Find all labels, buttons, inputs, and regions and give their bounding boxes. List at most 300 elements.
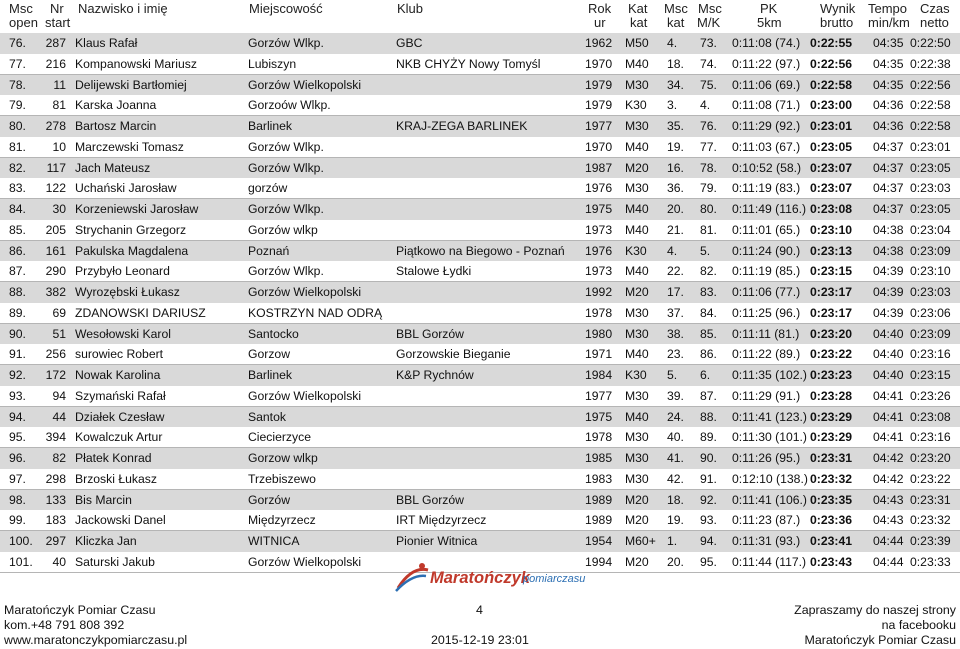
- table-row: [0, 158, 960, 179]
- cell-bib: 117: [46, 160, 66, 175]
- cell-split-5km: 0:11:25 (96.): [732, 305, 801, 320]
- cell-category-place: 38.: [667, 326, 684, 341]
- cell-pace: 04:38: [873, 243, 904, 258]
- hdr-msc-mk: Msc: [698, 1, 722, 16]
- cell-bib: 81: [52, 98, 66, 113]
- cell-place: 92.: [9, 368, 26, 382]
- cell-split-5km: 0:11:08 (71.): [732, 98, 801, 113]
- footer-datetime: 2015-12-19 23:01: [431, 633, 529, 647]
- cell-bib: 94: [52, 388, 66, 403]
- cell-bib: 133: [45, 492, 66, 507]
- logo-word: Maratończyk: [430, 569, 530, 587]
- cell-name: Przybyło Leonard: [75, 264, 170, 279]
- cell-name: Jach Mateusz: [75, 160, 151, 175]
- cell-category-place: 4.: [667, 36, 678, 50]
- cell-net-time: 0:22:58: [910, 98, 951, 113]
- hdr-wynik: Wynik: [820, 1, 856, 16]
- cell-place: 78.: [9, 77, 26, 92]
- hdr-netto: netto: [920, 15, 949, 30]
- cell-club: BBL Gorzów: [396, 326, 464, 341]
- cell-pace: 04:35: [873, 36, 904, 50]
- cell-place: 85.: [9, 222, 26, 237]
- cell-net-time: 0:23:20: [910, 451, 951, 465]
- table-row: [0, 324, 960, 345]
- cell-gross-time: 0:23:41: [810, 534, 853, 548]
- cell-net-time: 0:23:22: [910, 471, 951, 486]
- cell-gender-place: 95.: [700, 554, 717, 569]
- cell-split-5km: 0:11:06 (77.): [732, 285, 801, 299]
- cell-category: M40: [625, 56, 649, 71]
- cell-category: K30: [625, 98, 647, 113]
- cell-split-5km: 0:11:41 (123.): [732, 409, 807, 424]
- cell-year: 1994: [585, 554, 613, 569]
- cell-category-place: 42.: [667, 471, 684, 486]
- cell-category: M40: [625, 139, 649, 154]
- hdr-pk: PK: [760, 1, 778, 16]
- cell-net-time: 0:23:32: [910, 513, 951, 528]
- footer-company: Maratończyk Pomiar Czasu: [4, 603, 156, 617]
- cell-name: Pakulska Magdalena: [75, 243, 189, 258]
- footer-phone: kom.+48 791 808 392: [4, 618, 125, 632]
- cell-town: Gorzów Wlkp.: [248, 202, 324, 216]
- cell-category: M20: [625, 160, 649, 175]
- cell-town: Santocko: [248, 326, 299, 341]
- cell-gender-place: 87.: [700, 388, 717, 403]
- cell-town: Gorzów Wielkopolski: [248, 554, 362, 569]
- cell-bib: 256: [45, 347, 66, 362]
- cell-club: Pionier Witnica: [396, 534, 478, 548]
- cell-year: 1973: [585, 264, 613, 279]
- cell-gross-time: 0:23:10: [810, 222, 853, 237]
- cell-pace: 04:36: [873, 119, 904, 133]
- cell-place: 80.: [9, 119, 26, 133]
- cell-split-5km: 0:11:22 (97.): [732, 56, 801, 71]
- cell-net-time: 0:23:04: [910, 222, 951, 237]
- cell-name: Działek Czesław: [75, 409, 165, 424]
- cell-name: Wyrozębski Łukasz: [75, 285, 180, 299]
- cell-category-place: 37.: [667, 305, 684, 320]
- cell-category-place: 39.: [667, 388, 684, 403]
- cell-year: 1978: [585, 305, 613, 320]
- cell-net-time: 0:23:10: [910, 264, 951, 279]
- cell-year: 1976: [585, 181, 613, 196]
- cell-place: 82.: [9, 160, 26, 175]
- cell-net-time: 0:23:26: [910, 388, 951, 403]
- cell-place: 77.: [9, 56, 26, 71]
- cell-name: Strychanin Grzegorz: [75, 222, 187, 237]
- cell-year: 1970: [585, 56, 613, 71]
- cell-gross-time: 0:23:00: [810, 98, 853, 113]
- cell-category: M30: [625, 430, 649, 445]
- cell-town: Międzyrzecz: [248, 513, 316, 528]
- cell-category: K30: [625, 368, 647, 382]
- cell-split-5km: 0:11:29 (92.): [732, 119, 801, 133]
- logo-sub: pomiarczasu: [523, 573, 586, 585]
- cell-gross-time: 0:22:55: [810, 36, 853, 50]
- cell-club: NKB CHYŻY Nowy Tomyśl: [396, 56, 541, 71]
- hdr-name: Nazwisko i imię: [78, 1, 168, 16]
- cell-gross-time: 0:23:29: [810, 409, 853, 424]
- cell-net-time: 0:22:56: [910, 77, 951, 92]
- cell-gross-time: 0:23:05: [810, 139, 853, 154]
- cell-category-place: 18.: [667, 56, 684, 71]
- cell-town: Gorzow wlkp: [248, 451, 318, 465]
- cell-gender-place: 4.: [700, 98, 711, 113]
- cell-net-time: 0:23:06: [910, 305, 951, 320]
- cell-pace: 04:41: [873, 388, 904, 403]
- cell-club: Piątkowo na Biegowo - Poznań: [396, 243, 565, 258]
- cell-category: M30: [625, 77, 649, 92]
- cell-pace: 04:37: [873, 202, 904, 216]
- cell-gross-time: 0:23:07: [810, 160, 853, 175]
- cell-year: 1976: [585, 243, 613, 258]
- cell-split-5km: 0:11:29 (91.): [732, 388, 801, 403]
- cell-gross-time: 0:23:31: [810, 451, 853, 465]
- table-row: [0, 116, 960, 137]
- hdr-5km: 5km: [757, 15, 782, 30]
- cell-town: Trzebiszewo: [248, 471, 316, 486]
- cell-year: 1984: [585, 368, 613, 382]
- cell-club: GBC: [396, 36, 423, 50]
- cell-gender-place: 77.: [700, 139, 717, 154]
- cell-town: Poznań: [248, 243, 290, 258]
- cell-category-place: 4.: [667, 243, 678, 258]
- cell-net-time: 0:23:15: [910, 368, 951, 382]
- table-row: [0, 261, 960, 282]
- cell-gross-time: 0:23:23: [810, 368, 853, 382]
- cell-place: 90.: [9, 326, 26, 341]
- cell-town: WITNICA: [248, 534, 300, 548]
- cell-bib: 40: [52, 554, 66, 569]
- cell-year: 1987: [585, 160, 613, 175]
- cell-gross-time: 0:22:58: [810, 77, 853, 92]
- cell-bib: 122: [45, 181, 66, 196]
- cell-gender-place: 74.: [700, 56, 717, 71]
- cell-name: Jackowski Danel: [75, 513, 166, 528]
- cell-gender-place: 82.: [700, 264, 717, 279]
- cell-gender-place: 76.: [700, 119, 717, 133]
- cell-town: Gorzów Wlkp.: [248, 264, 324, 279]
- cell-name: Karska Joanna: [75, 98, 157, 113]
- cell-category-place: 21.: [667, 222, 684, 237]
- cell-club: Stalowe Łydki: [396, 264, 472, 279]
- table-row: [0, 95, 960, 116]
- cell-pace: 04:41: [873, 409, 904, 424]
- cell-town: Gorzoów Wlkp.: [248, 98, 331, 113]
- cell-town: Gorzów Wlkp.: [248, 36, 324, 50]
- cell-town: Gorzów Wielkopolski: [248, 77, 362, 92]
- cell-category: M20: [625, 554, 649, 569]
- cell-year: 1973: [585, 222, 613, 237]
- cell-club: Gorzowskie Bieganie: [396, 347, 511, 362]
- cell-bib: 30: [52, 202, 66, 216]
- hdr-msc: Msc: [9, 1, 33, 16]
- cell-name: Marczewski Tomasz: [75, 139, 184, 154]
- cell-gender-place: 73.: [700, 36, 717, 50]
- cell-year: 1980: [585, 326, 613, 341]
- cell-bib: 394: [45, 430, 66, 445]
- cell-pace: 04:44: [873, 554, 904, 569]
- cell-category-place: 5.: [667, 368, 678, 382]
- cell-gross-time: 0:23:22: [810, 347, 853, 362]
- cell-category-place: 20.: [667, 554, 684, 569]
- cell-category: M50: [625, 36, 649, 50]
- cell-gender-place: 78.: [700, 160, 717, 175]
- cell-bib: 183: [45, 513, 66, 528]
- cell-place: 86.: [9, 243, 26, 258]
- cell-net-time: 0:23:39: [910, 534, 951, 548]
- hdr-ur: ur: [594, 15, 606, 30]
- cell-place: 81.: [9, 139, 26, 154]
- cell-net-time: 0:23:09: [910, 243, 951, 258]
- cell-name: Delijewski Bartłomiej: [75, 77, 187, 92]
- cell-gross-time: 0:23:28: [810, 388, 853, 403]
- cell-year: 1977: [585, 119, 613, 133]
- hdr-open: open: [9, 15, 38, 30]
- cell-gross-time: 0:23:01: [810, 119, 853, 133]
- cell-bib: 161: [45, 243, 66, 258]
- cell-town: Gorzów: [248, 492, 290, 507]
- cell-pace: 04:44: [873, 534, 904, 548]
- cell-net-time: 0:23:09: [910, 326, 951, 341]
- cell-town: KOSTRZYN NAD ODRĄ: [248, 305, 383, 320]
- table-row: [0, 365, 960, 386]
- cell-town: Gorzów Wielkopolski: [248, 285, 362, 299]
- cell-split-5km: 0:11:01 (65.): [732, 222, 801, 237]
- cell-town: gorzów: [248, 181, 288, 196]
- cell-split-5km: 0:11:24 (90.): [732, 243, 801, 258]
- hdr-kat: Kat: [628, 1, 648, 16]
- footer-facebook[interactable]: na facebooku: [881, 618, 956, 632]
- cell-place: 79.: [9, 98, 26, 113]
- cell-gender-place: 88.: [700, 409, 717, 424]
- cell-year: 1975: [585, 202, 613, 216]
- cell-name: surowiec Robert: [75, 347, 164, 362]
- cell-year: 1978: [585, 430, 613, 445]
- hdr-mk: M/K: [697, 15, 721, 30]
- cell-category: M20: [625, 492, 649, 507]
- cell-split-5km: 0:11:44 (117.): [732, 554, 807, 569]
- cell-category-place: 19.: [667, 513, 684, 528]
- cell-pace: 04:35: [873, 77, 904, 92]
- cell-gross-time: 0:22:56: [810, 56, 853, 71]
- cell-category-place: 18.: [667, 492, 684, 507]
- cell-name: Wesołowski Karol: [75, 326, 171, 341]
- cell-town: Barlinek: [248, 119, 293, 133]
- cell-category-place: 35.: [667, 119, 684, 133]
- cell-gender-place: 85.: [700, 326, 717, 341]
- cell-gross-time: 0:23:29: [810, 430, 853, 445]
- cell-town: Lubiszyn: [248, 56, 297, 71]
- cell-name: Bartosz Marcin: [75, 119, 157, 133]
- table-row: [0, 178, 960, 199]
- cell-bib: 287: [45, 36, 66, 50]
- cell-place: 87.: [9, 264, 26, 279]
- cell-net-time: 0:23:03: [910, 181, 951, 196]
- cell-bib: 82: [52, 451, 66, 465]
- cell-split-5km: 0:11:19 (85.): [732, 264, 801, 279]
- cell-year: 1989: [585, 492, 613, 507]
- cell-category-place: 40.: [667, 430, 684, 445]
- cell-gender-place: 86.: [700, 347, 717, 362]
- cell-gender-place: 79.: [700, 181, 717, 196]
- cell-year: 1979: [585, 98, 613, 113]
- footer-website[interactable]: www.maratonczykpomiarczasu.pl: [4, 633, 188, 647]
- cell-place: 100.: [9, 534, 33, 548]
- cell-category-place: 36.: [667, 181, 684, 196]
- cell-category: M60+: [625, 534, 656, 548]
- hdr-brutto: brutto: [820, 15, 854, 30]
- cell-gross-time: 0:23:17: [810, 305, 853, 320]
- hdr-msc-kat: Msc: [664, 1, 688, 16]
- cell-bib: 205: [45, 222, 66, 237]
- cell-name: Nowak Karolina: [75, 368, 161, 382]
- cell-pace: 04:38: [873, 222, 904, 237]
- cell-name: ZDANOWSKI DARIUSZ: [75, 305, 206, 320]
- cell-bib: 172: [45, 368, 66, 382]
- cell-gross-time: 0:23:17: [810, 285, 853, 299]
- table-row: [0, 469, 960, 490]
- runner-logo-icon: [392, 560, 432, 594]
- cell-place: 101.: [9, 554, 33, 569]
- cell-split-5km: 0:11:31 (93.): [732, 534, 801, 548]
- cell-gross-time: 0:23:08: [810, 202, 853, 216]
- cell-split-5km: 0:11:26 (95.): [732, 451, 801, 465]
- table-row: [0, 199, 960, 220]
- cell-bib: 216: [45, 56, 66, 71]
- cell-category-place: 23.: [667, 347, 684, 362]
- table-row: [0, 427, 960, 448]
- cell-pace: 04:37: [873, 181, 904, 196]
- cell-place: 89.: [9, 305, 26, 320]
- cell-category: M20: [625, 513, 649, 528]
- cell-place: 98.: [9, 492, 26, 507]
- table-row: [0, 54, 960, 75]
- hdr-nr: Nr: [50, 1, 64, 16]
- cell-split-5km: 0:11:22 (89.): [732, 347, 801, 362]
- cell-category: M40: [625, 202, 649, 216]
- hdr-club: Klub: [397, 1, 424, 16]
- cell-gender-place: 83.: [700, 285, 717, 299]
- cell-bib: 278: [45, 119, 66, 133]
- cell-place: 97.: [9, 471, 26, 486]
- cell-pace: 04:39: [873, 285, 904, 299]
- cell-bib: 382: [45, 285, 66, 299]
- cell-category-place: 24.: [667, 409, 684, 424]
- cell-gender-place: 5.: [700, 243, 711, 258]
- table-row: [0, 303, 960, 324]
- cell-gross-time: 0:23:13: [810, 243, 853, 258]
- cell-net-time: 0:23:08: [910, 409, 951, 424]
- cell-name: Bis Marcin: [75, 492, 132, 507]
- cell-year: 1962: [585, 36, 613, 50]
- cell-category: M40: [625, 222, 649, 237]
- footer-invite: Zapraszamy do naszej strony: [794, 603, 956, 617]
- cell-town: Gorzów Wlkp.: [248, 160, 324, 175]
- cell-category: M30: [625, 181, 649, 196]
- cell-place: 83.: [9, 181, 26, 196]
- cell-pace: 04:42: [873, 451, 904, 465]
- cell-pace: 04:35: [873, 56, 904, 71]
- cell-split-5km: 0:11:49 (116.): [732, 202, 807, 216]
- cell-category-place: 22.: [667, 264, 684, 279]
- cell-gender-place: 90.: [700, 451, 717, 465]
- hdr-start: start: [45, 15, 71, 30]
- cell-name: Korzeniewski Jarosław: [75, 202, 199, 216]
- cell-category: M30: [625, 326, 649, 341]
- table-row: [0, 75, 960, 96]
- table-row: [0, 137, 960, 158]
- cell-gender-place: 89.: [700, 430, 717, 445]
- cell-category-place: 41.: [667, 451, 684, 465]
- cell-place: 91.: [9, 347, 26, 362]
- cell-year: 1977: [585, 388, 613, 403]
- cell-place: 93.: [9, 388, 26, 403]
- table-row: [0, 510, 960, 531]
- cell-year: 1992: [585, 285, 613, 299]
- cell-split-5km: 0:11:03 (67.): [732, 139, 801, 154]
- footer-company-right: Maratończyk Pomiar Czasu: [804, 633, 956, 647]
- cell-town: Gorzow: [248, 347, 290, 362]
- cell-split-5km: 0:12:10 (138.): [732, 471, 808, 486]
- cell-pace: 04:43: [873, 513, 904, 528]
- cell-net-time: 0:23:16: [910, 347, 951, 362]
- cell-club: KRAJ-ZEGA BARLINEK: [396, 119, 528, 133]
- cell-category: M40: [625, 347, 649, 362]
- cell-town: Ciecierzyce: [248, 430, 311, 445]
- cell-category-place: 34.: [667, 77, 684, 92]
- hdr-town: Miejscowość: [249, 1, 323, 16]
- cell-gender-place: 84.: [700, 305, 717, 320]
- cell-place: 84.: [9, 202, 26, 216]
- cell-year: 1971: [585, 347, 613, 362]
- cell-net-time: 0:22:58: [910, 119, 951, 133]
- cell-gender-place: 94.: [700, 534, 717, 548]
- cell-name: Kowalczuk Artur: [75, 430, 163, 445]
- cell-gross-time: 0:23:32: [810, 471, 853, 486]
- cell-gross-time: 0:23:36: [810, 513, 853, 528]
- cell-bib: 44: [52, 409, 66, 424]
- table-row: [0, 220, 960, 241]
- cell-place: 94.: [9, 409, 26, 424]
- cell-net-time: 0:23:33: [910, 554, 951, 569]
- cell-split-5km: 0:11:11 (81.): [732, 326, 800, 341]
- cell-club: IRT Międzyrzecz: [396, 513, 487, 528]
- cell-year: 1979: [585, 77, 613, 92]
- cell-net-time: 0:23:16: [910, 430, 951, 445]
- cell-category-place: 17.: [667, 285, 684, 299]
- cell-club: K&P Rychnów: [396, 368, 474, 382]
- hdr-tempo: Tempo: [868, 1, 908, 16]
- cell-gross-time: 0:23:43: [810, 554, 853, 569]
- cell-year: 1970: [585, 139, 613, 154]
- table-row: [0, 344, 960, 365]
- table-row: [0, 407, 960, 428]
- cell-split-5km: 0:11:41 (106.): [732, 492, 807, 507]
- cell-pace: 04:43: [873, 492, 904, 507]
- cell-category: M40: [625, 409, 649, 424]
- cell-split-5km: 0:11:30 (101.): [732, 430, 807, 445]
- cell-name: Płatek Konrad: [75, 451, 152, 465]
- cell-pace: 04:40: [873, 326, 904, 341]
- cell-bib: 297: [45, 534, 66, 548]
- cell-category: M30: [625, 305, 649, 320]
- cell-net-time: 0:23:01: [910, 139, 951, 154]
- cell-bib: 11: [53, 77, 66, 92]
- cell-name: Brzoski Łukasz: [75, 471, 157, 486]
- cell-category: M30: [625, 119, 649, 133]
- cell-gender-place: 6.: [700, 368, 711, 382]
